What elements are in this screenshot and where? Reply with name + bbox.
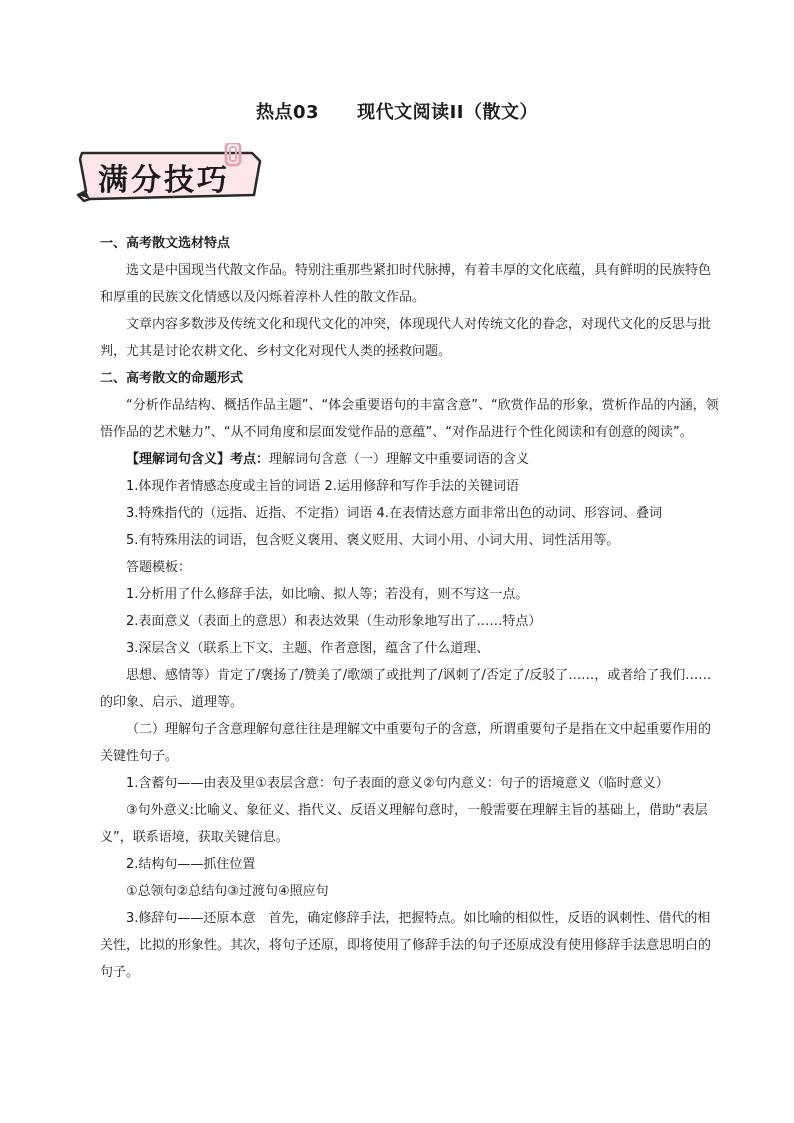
section3-tag-rest: 理解词句含意（一）理解文中重要词语的含义 [269,452,530,467]
template-step-3: 3.深层含义（联系上下文、主题、作者意图，蕴含了什么道理、 [126,641,490,656]
section2-para1: “分析作品结构、概括作品主题”、“体会重要语句的丰富含意”、“欣赏作品的形象，赏析作品的内涵，领悟作品的艺术魅力”、“从不同角度和层面发觉作品的意蕴”、“对作品进行个性化阅读和有创意的阅读”。 [100,398,719,440]
word-item-2: 3.特殊指代的（远指、近指、不定指）词语 4.在表情达意方面非常出色的动词、形容词、叠词 [126,506,662,521]
sentence-type-1: 1.含蓄句——由表及里①表层含意：句子表面的意义②句内意义：句子的语境意义（临时意义） [126,776,669,791]
section3-intro [100,446,720,473]
word-item-3: 5.有特殊用法的词语，包含贬义褒用、褒义贬用、大词小用、小词大用、词性活用等。 [126,533,620,548]
sentence-type-3: 3.修辞句——还原本意 首先，确定修辞手法，把握特点。如比喻的相似性，反语的讽刺性、借代的相关性，比拟的形象性。其次，将句子还原，即将使用了修辞手法的句子还原成没有使用修辞手法意思明白的句子。 [100,911,712,980]
template-step-2: 2.表面意义（表面上的意思）和表达效果（生动形象地写出了……特点） [126,614,542,629]
document-body [100,230,720,986]
section1-para2: 文章内容多数涉及传统文化和现代文化的冲突，体现现代人对传统文化的眷念，对现代文化的反思与批判，尤其是讨论农耕文化、乡村文化对现代人类的拯救问题。 [100,317,712,359]
section3-tag: 【理解词句含义】考点： [126,452,270,467]
section1-para1: 选文是中国现当代散文作品。特别注重那些紧扣时代脉搏，有着丰厚的文化底蕴，具有鲜明的民族特色和厚重的民族文化情感以及闪烁着淳朴人性的散文作品。 [100,263,712,305]
template-label: 答题模板： [126,560,192,575]
template-step-1: 1.分析用了什么修辞手法，如比喻、拟人等；若没有，则不写这一点。 [126,587,529,602]
sentence-part2: （二）理解句子含意理解句意往往是理解文中重要句子的含意，所谓重要句子是指在文中起重要作用的关键性句子。 [100,722,712,764]
title-number: 热点03 [256,102,320,123]
section1-heading: 一、高考散文选材特点 [100,236,231,251]
page-title [0,98,794,124]
sentence-type-2: 2.结构句——抓住位置 [126,857,256,872]
sentence-type-1-cont: ③句外意义:比喻义、象征义、指代义、反语义理解句意时，一般需要在理解主旨的基础上，借助“表层义”，联系语境，获取关键信息。 [100,803,708,845]
sentence-type-2-cont: ①总领句②总结句③过渡句④照应句 [126,884,329,899]
template-step-3-cont: 思想、感情等）肯定了/褒扬了/赞美了/歌颂了或批判了/讽刺了/否定了/反驳了……，或者给了我们……的印象、启示、道理等。 [100,668,712,710]
section-banner [76,143,266,205]
section2-heading: 二、高考散文的命题形式 [100,371,244,386]
title-topic: 现代文阅读II（散文） [357,102,538,123]
word-item-1: 1.体现作者情感态度或主旨的词语 2.运用修辞和写作手法的关键词语 [126,479,519,494]
banner-label: 满分技巧 [98,163,230,198]
